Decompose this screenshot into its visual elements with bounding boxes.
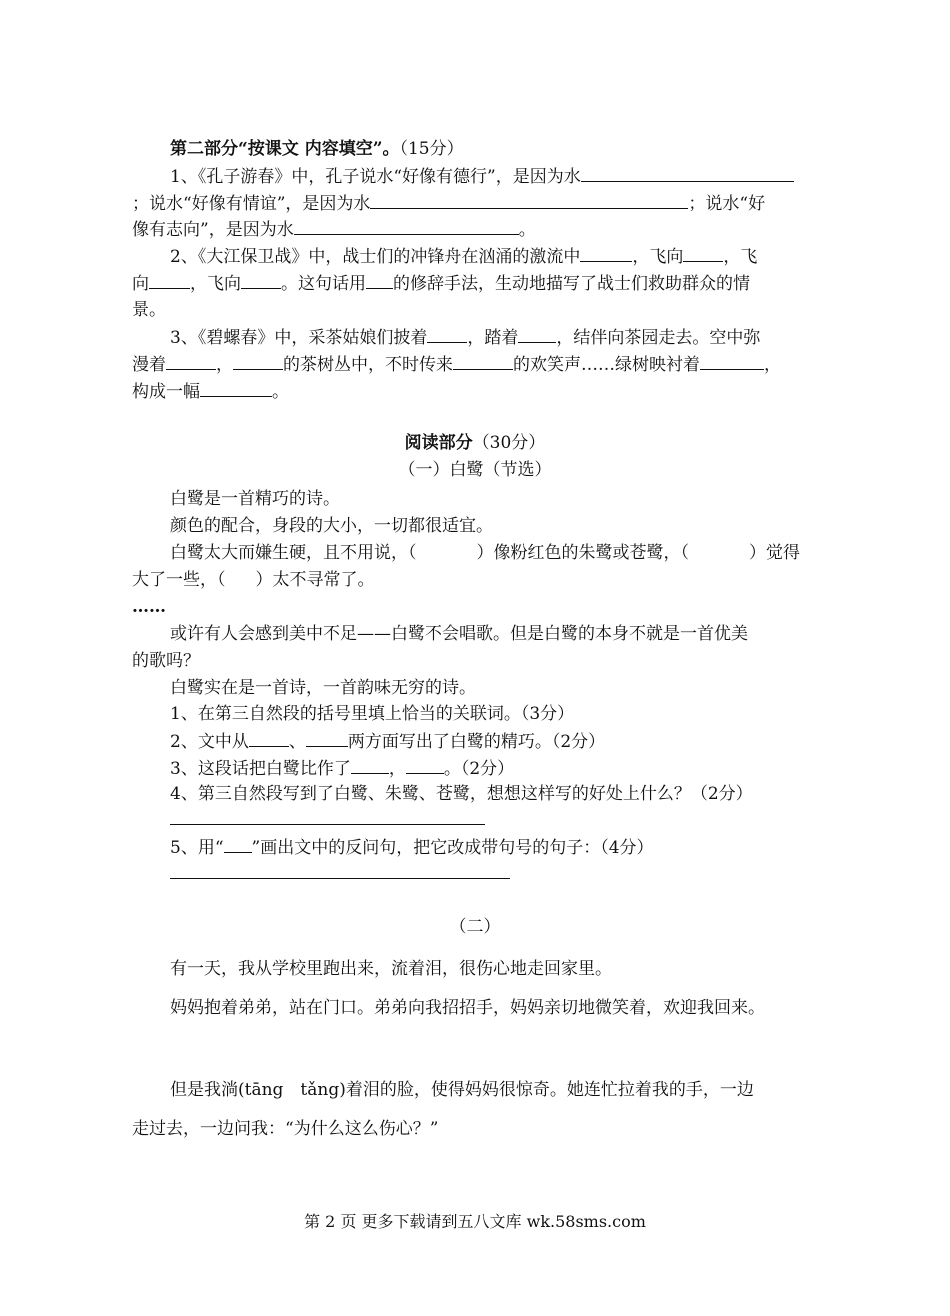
blank[interactable]	[580, 243, 632, 262]
q2-text: ，飞向	[632, 247, 684, 267]
part2-q3-line1	[170, 324, 760, 351]
q1-text: ；说水“好	[688, 194, 766, 214]
blank[interactable]	[370, 190, 688, 209]
answer-line[interactable]	[170, 878, 510, 879]
q1-text: 。	[518, 220, 536, 240]
reading-q3	[170, 755, 514, 782]
q-text: 5、用“	[170, 838, 224, 858]
passage-paragraph: 的歌吗？	[132, 651, 200, 671]
q1-text: 像有志向”，是因为水	[132, 220, 294, 240]
reading-heading	[0, 430, 950, 456]
passage-ellipsis	[132, 594, 166, 620]
story-paragraph: 但是我淌(tāng tǎng)着泪的脸，使得妈妈很惊奇。她连忙拉着我的手，一边	[170, 1080, 754, 1100]
q2-text: 。这句话用	[281, 274, 366, 294]
reading-q5	[170, 834, 654, 861]
q3-text: 的茶树丛中，不时传来	[283, 355, 453, 375]
passage-paragraph	[132, 567, 375, 593]
blank[interactable]	[306, 728, 348, 747]
passage-text: ）觉得	[749, 543, 800, 563]
q2-text: ，飞向	[190, 274, 241, 294]
reading-subtitle-1: （一）白鹭（节选）	[398, 460, 552, 480]
q-text: 2、文中从	[170, 732, 249, 752]
answer-line[interactable]	[170, 824, 485, 825]
blank[interactable]	[351, 755, 389, 774]
passage-text: 大了一些，（	[132, 570, 226, 590]
passage-text: ）像粉红色的朱鹭或苍鹭，（	[476, 543, 689, 563]
part2-q3-line3	[132, 378, 289, 405]
part2-score: （15分）	[399, 139, 464, 159]
part2-heading	[170, 136, 464, 162]
blank[interactable]	[581, 163, 794, 182]
blank[interactable]	[406, 755, 444, 774]
passage-paragraph: 颜色的配合，身段的大小，一切都很适宜。	[170, 516, 493, 536]
blank[interactable]	[453, 351, 513, 370]
q3-text: 的欢笑声……绿树映衬着	[513, 355, 700, 375]
blank[interactable]	[166, 351, 216, 370]
blank[interactable]	[294, 216, 519, 235]
blank[interactable]	[427, 324, 467, 343]
story-paragraph: 有一天，我从学校里跑出来，流着泪，很伤心地走回家里。	[170, 959, 612, 979]
blank[interactable]	[233, 351, 283, 370]
q-text: 3、这段话把白鹭比作了	[170, 759, 351, 779]
part2-title: 第二部分“按课文 内容填空”。	[170, 139, 400, 159]
reading-title: 阅读部分	[404, 433, 473, 453]
part2-q2-line2	[132, 270, 750, 297]
reading-subtitle-2: （二）	[449, 917, 501, 937]
q2-text: ，飞	[723, 247, 758, 267]
blank[interactable]	[200, 378, 272, 397]
q2-text: 向	[132, 274, 149, 294]
blank[interactable]	[683, 243, 723, 262]
blank[interactable]	[366, 270, 393, 289]
q1-text: ；说水“好像有情谊”，是因为水	[132, 194, 371, 214]
q3-text: 构成一幅	[132, 382, 200, 402]
passage-paragraph: 或许有人会感到美中不足——白鹭不会唱歌。但是白鹭的本身不就是一首优美	[170, 624, 748, 644]
blank[interactable]	[241, 270, 281, 289]
part2-q1-line2	[132, 190, 765, 217]
q3-text: ，	[764, 355, 781, 375]
reading-q2	[170, 728, 605, 755]
page-footer: 第 2 页 更多下载请到五八文库 wk.58sms.com	[304, 1212, 646, 1231]
q-text: ”画出文中的反问句，把它改成带句号的句子：（4分）	[251, 838, 654, 858]
q2-text: 2、《大江保卫战》中，战士们的冲锋舟在汹涌的激流中	[170, 247, 581, 267]
blank[interactable]	[149, 270, 190, 289]
reading-q4: 4、第三自然段写到了白鹭、朱鹭、苍鹭，想想这样写的好处上什么？（2分）	[170, 784, 753, 804]
q3-text: ，结伴向茶园走去。空中弥	[556, 328, 761, 348]
passage-paragraph: 白鹭是一首精巧的诗。	[170, 489, 340, 509]
q3-text: ，	[216, 355, 233, 375]
q1-text: 1、《孔子游春》中，孔子说水“好像有德行”，是因为水	[170, 167, 581, 187]
q3-text: 漫着	[132, 355, 166, 375]
part2-q2-line1	[170, 243, 757, 270]
story-paragraph: 走过去，一边问我：“为什么这么伤心？”	[132, 1119, 439, 1139]
q2-text: 的修辞手法，生动地描写了战士们救助群众的情	[393, 274, 750, 294]
passage-paragraph: 白鹭实在是一首诗，一首韵味无穷的诗。	[170, 678, 476, 698]
passage-text: ）太不寻常了。	[255, 570, 375, 590]
q-text: 两方面写出了白鹭的精巧。（2分）	[347, 732, 606, 752]
q-text: ，	[388, 759, 406, 779]
blank[interactable]	[700, 351, 764, 370]
q3-text: ，踏着	[467, 328, 519, 348]
reading-q1: 1、在第三自然段的括号里填上恰当的关联词。（3分）	[170, 704, 575, 724]
part2-q1-line1	[170, 163, 794, 190]
part2-q2-line3: 景。	[132, 300, 166, 320]
reading-score: （30分）	[472, 433, 546, 453]
story-paragraph: 妈妈抱着弟弟，站在门口。弟弟向我招招手，妈妈亲切地微笑着，欢迎我回来。	[170, 998, 765, 1018]
blank[interactable]	[518, 324, 556, 343]
q-text: 、	[288, 732, 306, 752]
part2-q1-line3	[132, 216, 536, 243]
ellipsis: ……	[132, 597, 166, 617]
q3-text: 。	[272, 382, 289, 402]
q-text: 。（2分）	[443, 759, 515, 779]
passage-paragraph	[170, 540, 800, 566]
part2-q3-line2	[132, 351, 781, 378]
underline-sample	[224, 834, 252, 853]
q3-text: 3、《碧螺春》中，采茶姑娘们披着	[170, 328, 428, 348]
passage-text: 白鹭太大而嫌生硬，且不用说，（	[170, 543, 417, 563]
blank[interactable]	[249, 728, 289, 747]
